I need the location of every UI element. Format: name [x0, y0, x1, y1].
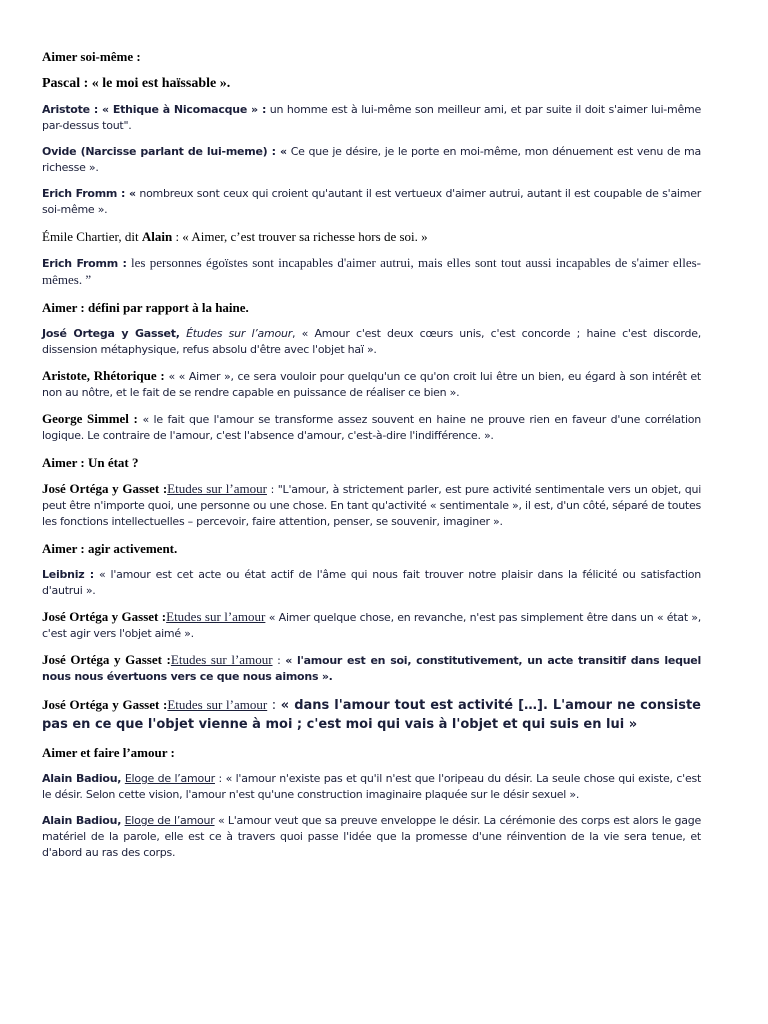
quote-ortega-2 [42, 481, 701, 530]
quote-text: Ce que je désire, je le porte en moi-même, mon dénuement est venu de ma richesse ». [42, 145, 702, 174]
quote-text: « l'amour est en soi, constitutivement, un acte transitif dans lequel nous nous évertuons vers ce que nous aimons ». [42, 654, 702, 683]
quote-fromm-2 [42, 255, 701, 289]
quote-ortega-4 [42, 652, 701, 685]
quote-author: Leibniz : [42, 568, 94, 581]
quote-leibniz [42, 567, 701, 599]
quote-separator: : [267, 698, 281, 713]
quote-text: nombreux sont ceux qui croient qu'autant il est vertueux d'aimer autrui, autant il est coupable de s'aimer soi-même ». [42, 187, 701, 216]
quote-author: José Ortéga y Gasset : [42, 697, 168, 712]
quote-badiou-1 [42, 771, 701, 803]
quote-text: , « Amour c'est deux cœurs unis, c'est concorde ; haine c'est discorde, dissension métaphysique, refus absolu d'être avec l'objet haï ». [42, 327, 701, 356]
quote-aristote-rhetorique [42, 368, 701, 401]
quote-ovide [42, 144, 701, 176]
quote-fromm-1 [42, 186, 701, 218]
quote-text: « le fait que l'amour se transforme assez souvent en haine ne prouve rien en faveur d'une corrélation logique. Le contraire de l'amour, c'est l'absence d'amour, c'est-à-dire l'indifférence. ». [42, 413, 701, 442]
quote-author: José Ortéga y Gasset : [42, 609, 167, 624]
quote-ortega-5 [42, 695, 701, 734]
quote-book-title: Etudes sur l’amour [166, 609, 266, 624]
quote-author: Aristote : « Ethique à Nicomacque » : [42, 103, 267, 116]
quote-author: Alain [141, 229, 173, 244]
section-heading-etat: Aimer : Un état ? [42, 455, 139, 470]
quote-author: George Simmel : [42, 411, 138, 426]
section-heading-haine: Aimer : défini par rapport à la haine. [42, 300, 249, 315]
quote-author: José Ortéga y Gasset : [42, 652, 171, 667]
section-heading-faire-l-amour: Aimer et faire l’amour : [42, 745, 175, 760]
quote-author: Alain Badiou, [42, 772, 122, 785]
quote-badiou-2 [42, 813, 701, 861]
quote-author: Aristote, Rhétorique : [42, 368, 165, 383]
quote-book-title: Etudes sur l’amour [167, 697, 268, 712]
quote-text: les personnes égoïstes sont incapables d'aimer autrui, mais elles sont tout aussi incapables de s'aimer elles-mêmes. ” [42, 255, 701, 287]
quote-text: un homme est à lui-même son meilleur ami, et par suite il doit s'aimer lui-même par-dessus tout". [42, 103, 701, 132]
quote-text: : « Aimer, c’est trouver sa richesse hors de soi. » [172, 229, 428, 244]
quote-author: José Ortéga y Gasset : [42, 481, 168, 496]
section-heading-aimer-soi-meme: Aimer soi-même : [42, 49, 141, 64]
quote-author: Alain Badiou, [42, 814, 122, 827]
quote-author: José Ortega y Gasset, [42, 327, 180, 340]
pascal-quote: Pascal : « le moi est haïssable ». [42, 76, 231, 91]
quote-author: Erich Fromm : « [42, 187, 136, 200]
quote-ortega-1 [42, 326, 701, 358]
quote-text: « dans l'amour tout est activité […]. L'amour ne consiste pas en ce que l'objet vienne à moi ; c'est moi qui vais à l'objet et qui suis en lui » [42, 698, 701, 732]
quote-separator: : [272, 654, 286, 667]
quote-book-title: Eloge de l’amour [124, 772, 215, 785]
quote-simmel [42, 411, 701, 444]
quote-book-title: Etudes sur l’amour [167, 481, 267, 496]
quote-alain [42, 228, 701, 245]
quote-text: « Aimer quelque chose, en revanche, n'est pas simplement être dans un « état », c'est agir vers l'objet aimé ». [42, 611, 702, 640]
quote-text: « l'amour est cet acte ou état actif de l'âme qui nous fait trouver notre plaisir dans la félicité ou satisfaction d'autrui ». [42, 568, 701, 597]
quote-prefix: Émile Chartier, dit [42, 229, 142, 244]
quote-text: : « l'amour n'existe pas et qu'il n'est que l'oripeau du désir. La seule chose qui existe, c'est le désir. Selon cette vision, l'amour n'est qu'une construction imaginaire plaquée sur le désir sexuel ». [42, 772, 702, 801]
quote-book-title: Etudes sur l’amour [170, 652, 273, 667]
quote-text: : "L'amour, à strictement parler, est pure activité sentimentale vers un objet, qui peut être n'importe quoi, une personne ou une chose. En tant qu'activité « sentimentale », il est, d'un côté, séparé de toutes les fonctions intellectuelles – percevoir, faire attention, penser, se souvenir, imaginer ». [42, 483, 701, 528]
document-page [42, 48, 701, 871]
quote-author: Ovide (Narcisse parlant de lui-meme) : « [42, 145, 287, 158]
quote-book-title: Études sur l’amour [186, 327, 292, 340]
quote-book-title: Eloge de l’amour [124, 814, 215, 827]
section-heading-agir: Aimer : agir activement. [42, 541, 178, 556]
quote-author: Erich Fromm : [42, 257, 127, 270]
quote-aristote-ethique [42, 102, 701, 134]
quote-text: « « Aimer », ce sera vouloir pour quelqu'un ce qu'on croit lui être un bien, eu égard à son intérêt et non au nôtre, et le fait de se rendre capable en puissance de réaliser ce bien ». [42, 370, 701, 399]
quote-ortega-3 [42, 609, 701, 642]
quote-text: « L'amour veut que sa preuve enveloppe le désir. La cérémonie des corps est alors le gage matériel de la parole, elle est ce à travers quoi passe l'idée que la promesse d'une réinvention de la vie sera tenue, et d'abord au ras des corps. [42, 814, 701, 859]
